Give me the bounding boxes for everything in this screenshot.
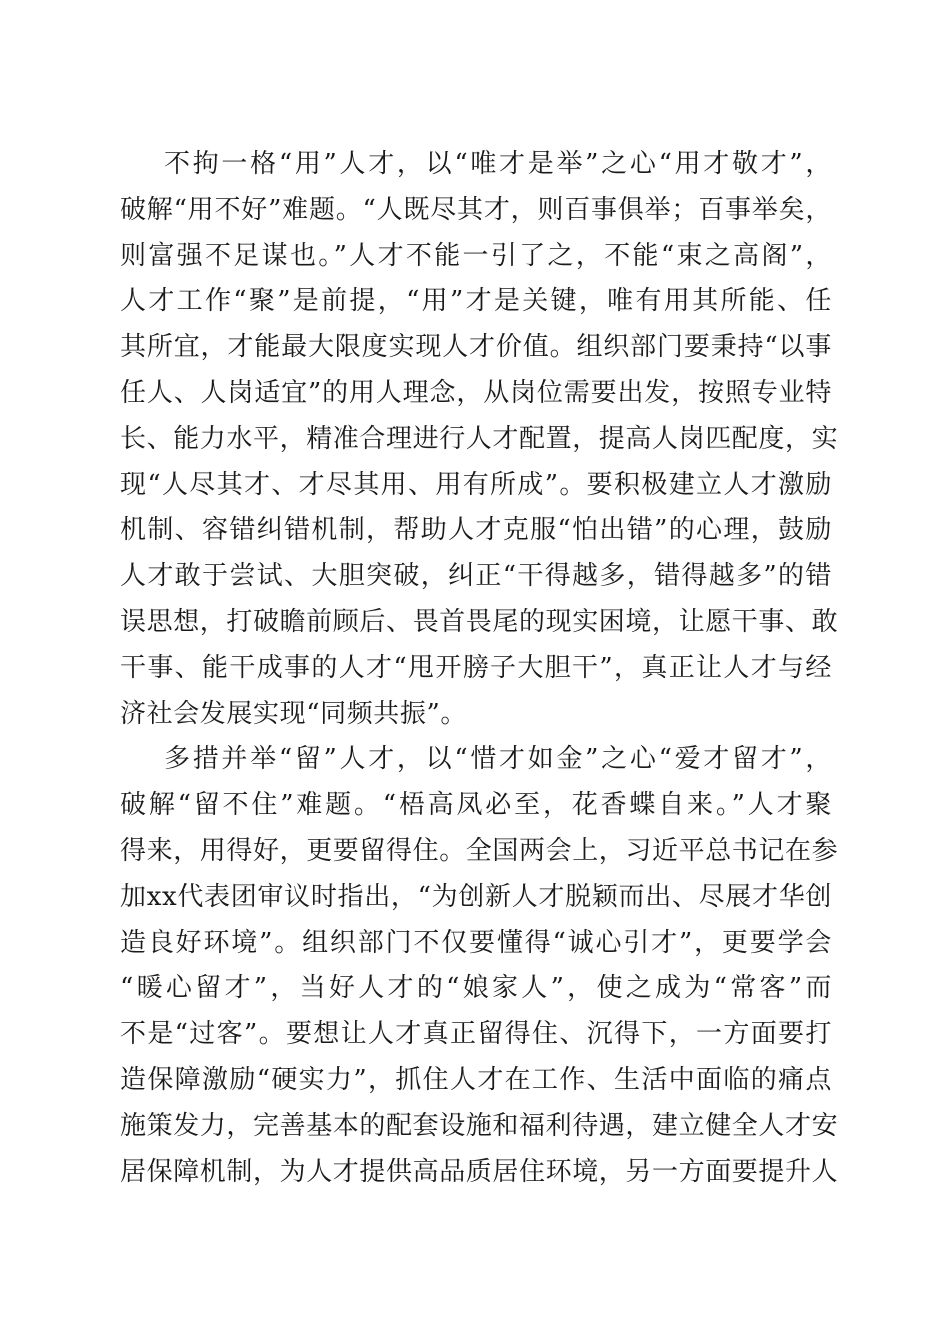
text-line: 长、能力水平，精准合理进行人才配置，提高人岗匹配度，实 [120, 423, 839, 454]
text-line: 则富强不足谋也。”人才不能一引了之，不能“束之高阁”， [120, 240, 832, 271]
text-line: 施策发力，完善基本的配套设施和福利待遇，建立健全人才安 [120, 1110, 839, 1141]
text-line: 破解“用不好”难题。“人既尽其才，则百事俱举；百事举矣， [120, 194, 832, 225]
text-line: 误思想，打破瞻前顾后、畏首畏尾的现实困境，让愿干事、敢 [120, 606, 839, 637]
document-body [120, 142, 839, 1195]
text-line: 居保障机制，为人才提供高品质居住环境，另一方面要提升人 [120, 1156, 839, 1187]
text-line: 不是“过客”。要想让人才真正留得住、沉得下，一方面要打 [120, 1019, 832, 1050]
paragraph-retain-talent [120, 737, 839, 1195]
text-line: 造保障激励“硬实力”，抓住人才在工作、生活中面临的痛点 [120, 1064, 832, 1095]
text-line: 机制、容错纠错机制，帮助人才克服“怕出错”的心理，鼓励 [120, 515, 832, 546]
text-line: 不拘一格“用”人才，以“唯才是举”之心“用才敬才”， [164, 149, 832, 179]
text-line: 人才工作“聚”是前提，“用”才是关键，唯有用其所能、任 [120, 286, 832, 317]
paragraph-use-talent [120, 142, 839, 737]
text-line: 多措并举“留”人才，以“惜才如金”之心“爱才留才”， [164, 744, 832, 775]
text-line: “暖心留才”，当好人才的“娘家人”，使之成为“常客”而 [120, 973, 832, 1004]
text-line: 任人、人岗适宜”的用人理念，从岗位需要出发，按照专业特 [120, 377, 832, 408]
text-line: 济社会发展实现“同频共振”。 [120, 698, 467, 729]
text-line: 干事、能干成事的人才“甩开膀子大胆干”，真正让人才与经 [120, 652, 832, 683]
text-line: 人才敢于尝试、大胆突破，纠正“干得越多，错得越多”的错 [120, 561, 832, 592]
text-line: 现“人尽其才、才尽其用、用有所成”。要积极建立人才激励 [120, 469, 832, 500]
text-line: 造良好环境”。组织部门不仅要懂得“诚心引才”，更要学会 [120, 927, 832, 958]
text-line: 加xx代表团审议时指出，“为创新人才脱颖而出、尽展才华创 [120, 881, 832, 912]
text-line: 得来，用得好，更要留得住。全国两会上，习近平总书记在参 [120, 835, 839, 866]
text-line: 破解“留不住”难题。“梧高凤必至，花香蝶自来。”人才聚 [120, 790, 832, 821]
text-line: 其所宜，才能最大限度实现人才价值。组织部门要秉持“以事 [120, 332, 832, 363]
